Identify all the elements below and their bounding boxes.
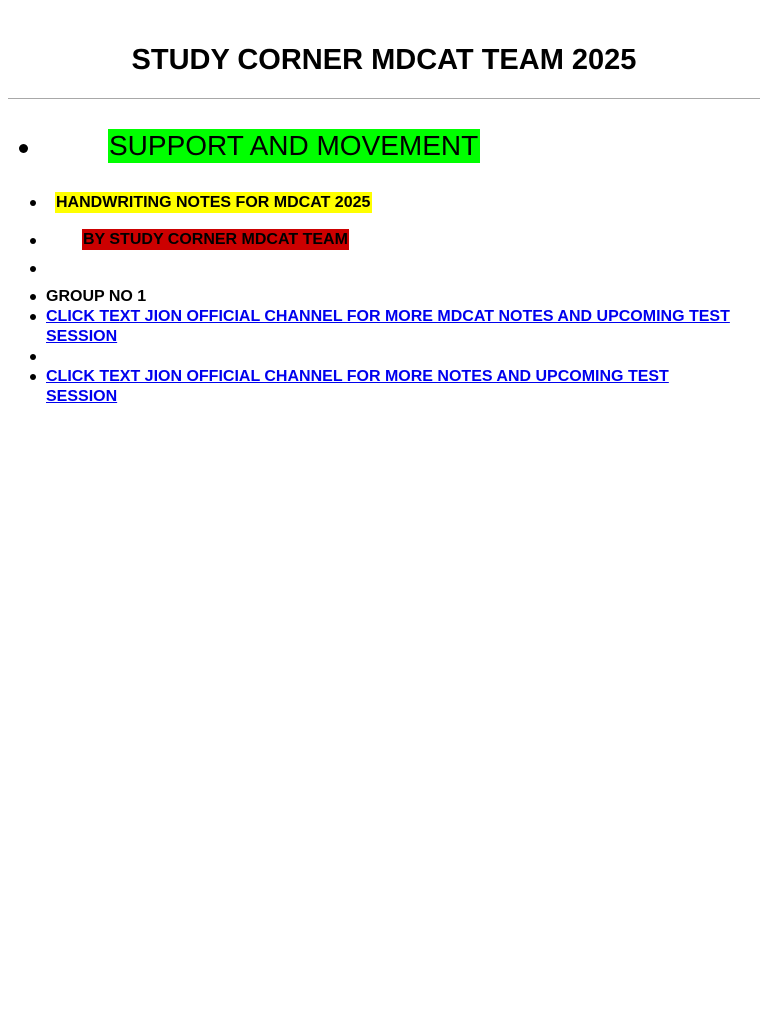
list-item: [0, 367, 736, 407]
group-label: GROUP NO 1: [46, 288, 147, 305]
bullet-icon: [30, 374, 36, 380]
section-heading: SUPPORT AND MOVEMENT: [109, 130, 479, 161]
bullet-icon: [30, 266, 36, 272]
bullet-icon: [30, 314, 36, 320]
bullet-icon: [30, 238, 36, 244]
list-item: [0, 287, 736, 307]
title-divider: [8, 98, 760, 99]
bullet-icon: [30, 200, 36, 206]
notes-subtitle: HANDWRITING NOTES FOR MDCAT 2025: [56, 194, 371, 211]
page-title: STUDY CORNER MDCAT TEAM 2025: [131, 44, 637, 76]
list-item: [0, 307, 736, 347]
channel-link-mdcat[interactable]: CLICK TEXT JION OFFICIAL CHANNEL FOR MORE MDCAT NOTES AND UPCOMING TEST SESSION: [46, 308, 730, 345]
group-list: [0, 287, 736, 407]
team-subtitle: BY STUDY CORNER MDCAT TEAM: [83, 231, 348, 248]
bullet-icon: [30, 354, 36, 360]
bullet-icon: [30, 294, 36, 300]
bullet-icon: [19, 144, 28, 153]
channel-link-notes[interactable]: CLICK TEXT JION OFFICIAL CHANNEL FOR MORE NOTES AND UPCOMING TEST SESSION: [46, 368, 669, 405]
empty-list-item: [0, 347, 736, 367]
